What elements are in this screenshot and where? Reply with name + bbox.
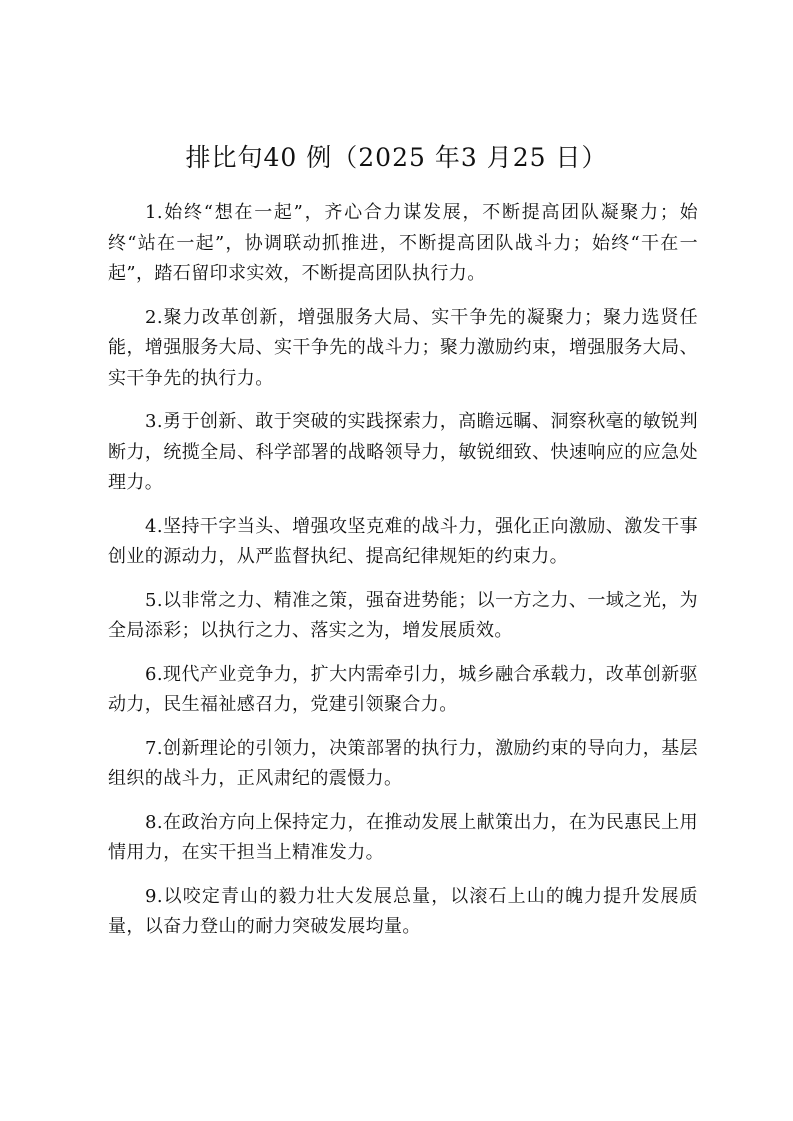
document-title: 排比句40 例（2025 年3 月25 日） (185, 143, 608, 172)
paragraph-3: 3.勇于创新、敢于突破的实践探索力，高瞻远瞩、洞察秋毫的敏锐判断力，统揽全局、科学部署的战略领导力，敏锐细致、快速响应的应急处理力。 (108, 411, 698, 493)
paragraph-8: 8.在政治方向上保持定力，在推动发展上献策出力，在为民惠民上用情用力，在实干担当上精准发力。 (108, 811, 698, 863)
paragraph-7: 7.创新理论的引领力，决策部署的执行力，激励约束的导向力，基层组织的战斗力，正风肃纪的震慑力。 (108, 737, 698, 789)
paragraph-4: 4.坚持干字当头、增强攻坚克难的战斗力，强化正向激励、激发干事创业的源动力，从严监督执纪、提高纪律规矩的约束力。 (108, 515, 698, 567)
paragraph-1: 1.始终“想在一起”，齐心合力谋发展，不断提高团队凝聚力；始终“站在一起”，协调联动抓推进，不断提高团队战斗力；始终“干在一起”，踏石留印求实效，不断提高团队执行力。 (108, 202, 698, 284)
paragraph-9: 9.以咬定青山的毅力壮大发展总量，以滚石上山的魄力提升发展质量，以奋力登山的耐力突破发展均量。 (108, 885, 698, 937)
paragraph-2: 2.聚力改革创新，增强服务大局、实干争先的凝聚力；聚力选贤任能，增强服务大局、实干争先的战斗力；聚力激励约束，增强服务大局、实干争先的执行力。 (108, 306, 698, 389)
paragraph-5: 5.以非常之力、精准之策，强奋进势能；以一方之力、一域之光，为全局添彩；以执行之力、落实之为，增发展质效。 (108, 589, 698, 641)
document-body (108, 198, 698, 956)
paragraph-6: 6.现代产业竞争力，扩大内需牵引力，城乡融合承载力，改革创新驱动力，民生福祉感召力，党建引领聚合力。 (108, 663, 698, 715)
